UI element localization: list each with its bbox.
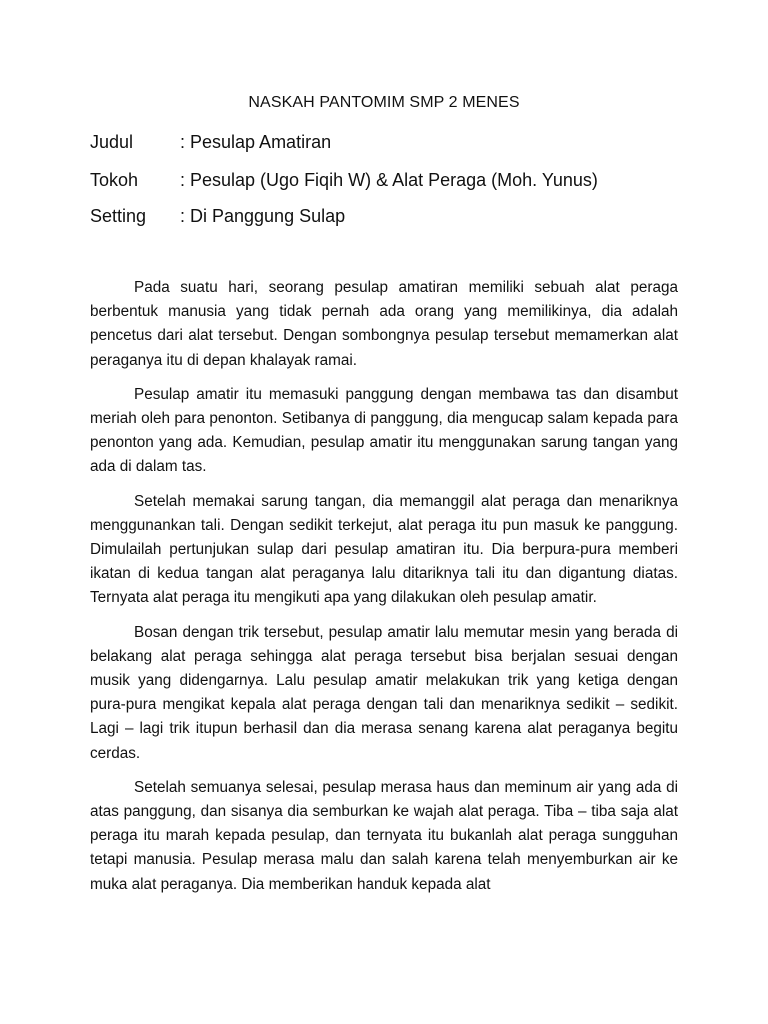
paragraph: Setelah semuanya selesai, pesulap merasa haus dan meminum air yang ada di atas panggung, dan sisanya dia semburkan ke wajah alat peraga. Tiba – tiba saja alat peraga itu marah kepada pesulap, dan ternyata itu bukanlah alat peraga sungguhan tetapi manusia. Pesulap merasa malu dan salah karena telah menyemburkan air ke muka alat peraganya. Dia memberikan handuk kepada alat: [90, 778, 678, 893]
meta-row-judul: [90, 132, 710, 153]
meta-key: Judul: [90, 132, 134, 152]
meta-key: Tokoh: [90, 170, 139, 190]
paragraph: Setelah memakai sarung tangan, dia memanggil alat peraga dan menariknya menggunankan tali. Dengan sedikit terkejut, alat peraga itu pun masuk ke panggung. Dimulailah pertunjukan sulap dari pesulap amatiran itu. Dia berpura-pura memberi ikatan di kedua tangan alat peraganya lalu ditariknya tali itu dan digantung diatas. Ternyata alat peraga itu mengikuti apa yang dilakukan oleh pesulap amatir.: [90, 492, 678, 607]
meta-value: : Pesulap (Ugo Fiqih W) & Alat Peraga (Moh. Yunus): [180, 170, 598, 190]
paragraph: Pada suatu hari, seorang pesulap amatiran memiliki sebuah alat peraga berbentuk manusia yang tidak pernah ada orang yang memilikinya, dia adalah pencetus dari alat tersebut. Dengan sombongnya pesulap tersebut memamerkan alat peraganya itu di depan khalayak ramai.: [90, 279, 678, 369]
meta-value: : Di Panggung Sulap: [180, 206, 346, 226]
meta-key: Setting: [90, 206, 147, 226]
paragraph: Bosan dengan trik tersebut, pesulap amatir lalu memutar mesin yang berada di belakang alat peraga sehingga alat peraga tersebut bisa berjalan sesuai dengan musik yang didengarnya. Lalu pesulap amatir melakukan trik yang ketiga dengan pura-pura mengikat kepala alat peraga dengan tali dan menariknya sedikit – sedikit. Lagi – lagi trik itupun berhasil dan dia merasa senang karena alat peraganya begitu cerdas.: [90, 623, 678, 762]
paragraph: Pesulap amatir itu memasuki panggung dengan membawa tas dan disambut meriah oleh para penonton. Setibanya di panggung, dia mengucap salam kepada para penonton yang ada. Kemudian, pesulap amatir itu menggunakan sarung tangan yang ada di dalam tas.: [90, 385, 678, 476]
meta-row-tokoh: [90, 170, 710, 191]
document-title: NASKAH PANTOMIM SMP 2 MENES: [248, 94, 520, 111]
document-body: [90, 276, 678, 907]
meta-value: : Pesulap Amatiran: [180, 132, 332, 152]
meta-row-setting: [90, 206, 710, 227]
